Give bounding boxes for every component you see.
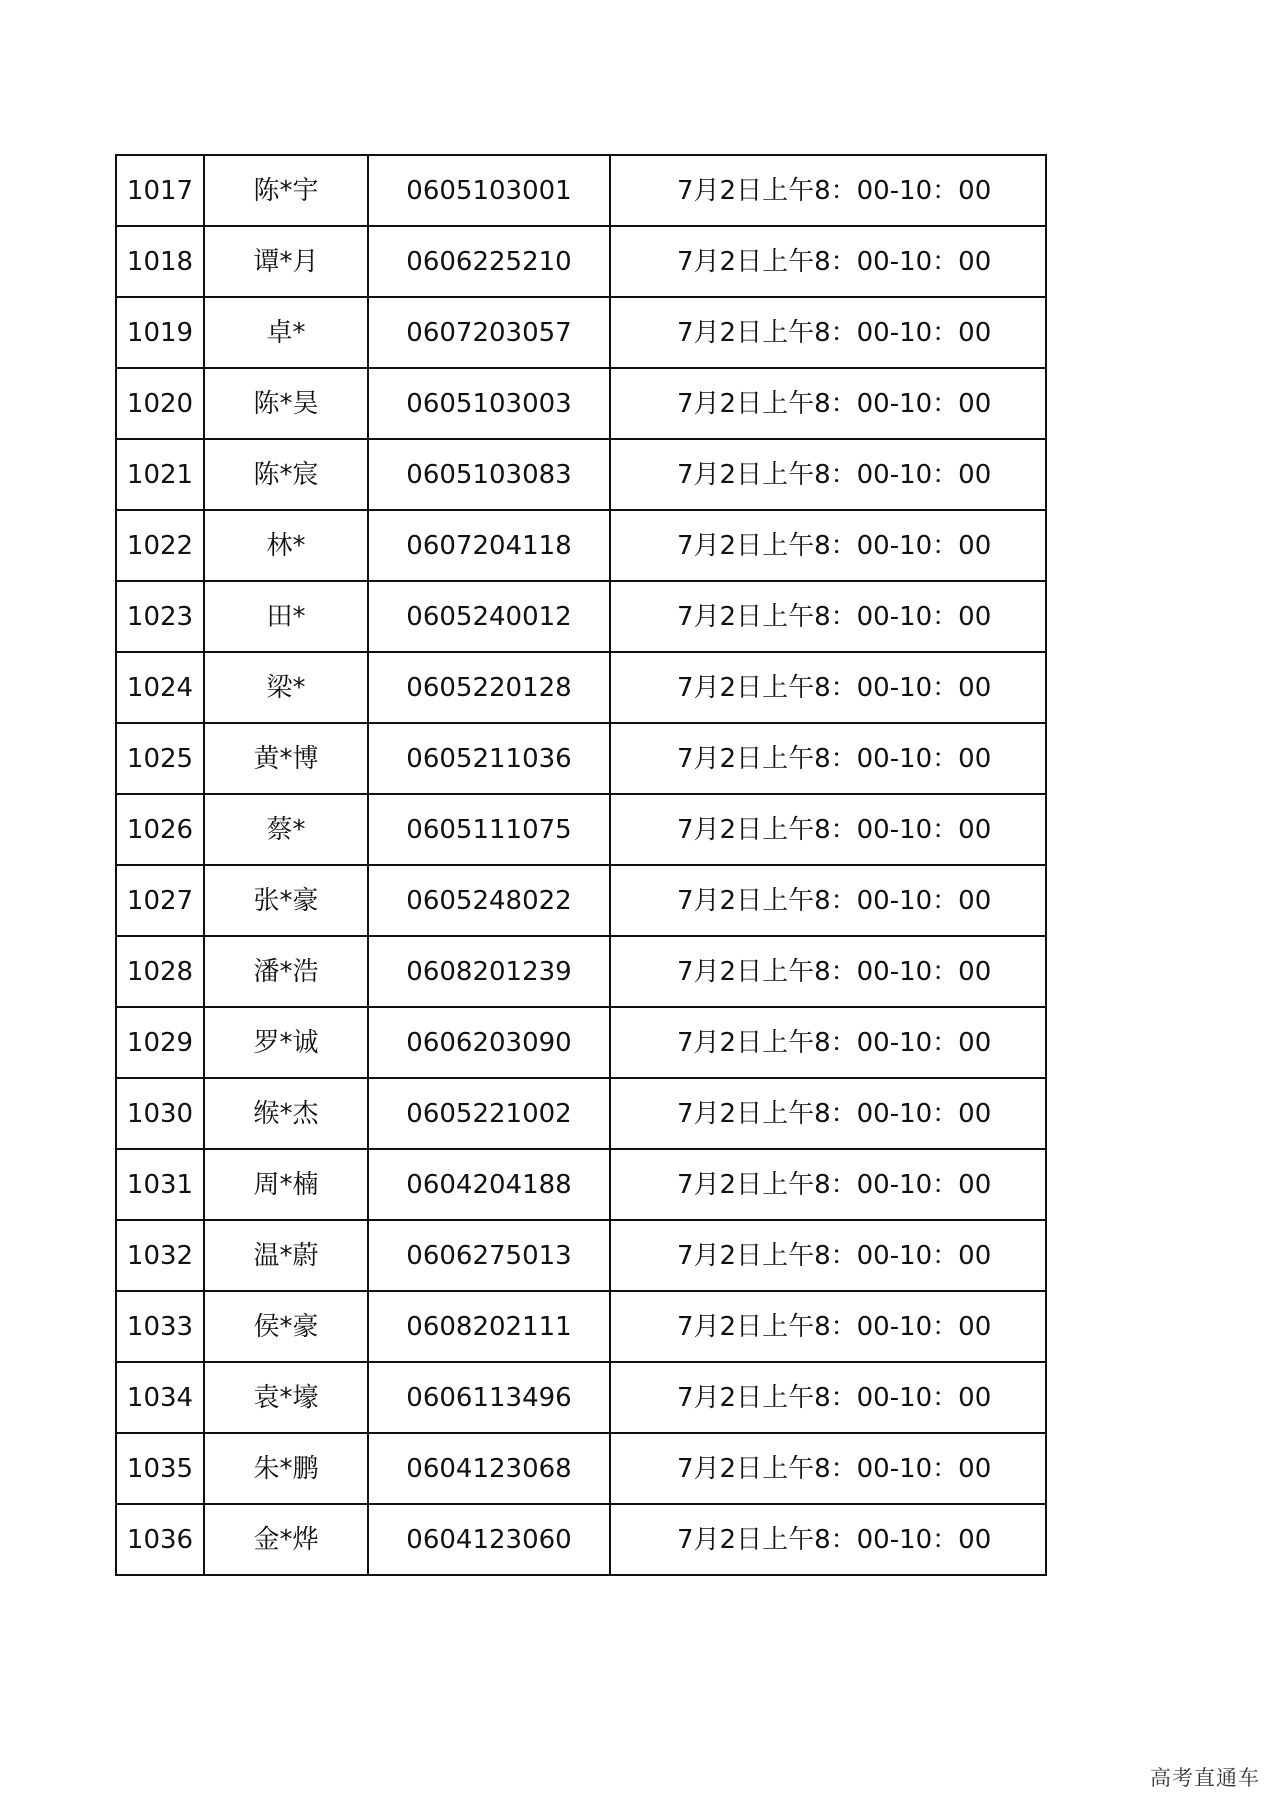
exam-time-cell: 7月2日上午8：00-10：00	[610, 581, 1046, 652]
row-number-cell: 1022	[116, 510, 204, 581]
candidate-id-cell: 0605221002	[368, 1078, 610, 1149]
row-number-cell: 1028	[116, 936, 204, 1007]
exam-time-cell: 7月2日上午8：00-10：00	[610, 1078, 1046, 1149]
table-row	[116, 581, 1046, 652]
candidate-id-cell: 0604123060	[368, 1504, 610, 1575]
table-row	[116, 155, 1046, 226]
exam-time-cell: 7月2日上午8：00-10：00	[610, 1433, 1046, 1504]
table-row	[116, 368, 1046, 439]
name-cell: 陈*昊	[204, 368, 368, 439]
name-cell: 谭*月	[204, 226, 368, 297]
row-number-cell: 1035	[116, 1433, 204, 1504]
row-number-cell: 1020	[116, 368, 204, 439]
row-number-cell: 1023	[116, 581, 204, 652]
exam-time-cell: 7月2日上午8：00-10：00	[610, 368, 1046, 439]
name-cell: 潘*浩	[204, 936, 368, 1007]
name-cell: 金*烨	[204, 1504, 368, 1575]
candidate-id-cell: 0605111075	[368, 794, 610, 865]
name-cell: 罗*诚	[204, 1007, 368, 1078]
table-row	[116, 1078, 1046, 1149]
name-cell: 侯*豪	[204, 1291, 368, 1362]
row-number-cell: 1021	[116, 439, 204, 510]
exam-schedule-table	[115, 154, 1047, 1576]
candidate-id-cell: 0605240012	[368, 581, 610, 652]
table-row	[116, 1007, 1046, 1078]
name-cell: 朱*鹏	[204, 1433, 368, 1504]
table-row	[116, 226, 1046, 297]
row-number-cell: 1025	[116, 723, 204, 794]
row-number-cell: 1017	[116, 155, 204, 226]
name-cell: 缑*杰	[204, 1078, 368, 1149]
candidate-id-cell: 0605211036	[368, 723, 610, 794]
name-cell: 田*	[204, 581, 368, 652]
table-row	[116, 510, 1046, 581]
name-cell: 蔡*	[204, 794, 368, 865]
table-row	[116, 865, 1046, 936]
table-row	[116, 936, 1046, 1007]
name-cell: 卓*	[204, 297, 368, 368]
exam-time-cell: 7月2日上午8：00-10：00	[610, 1291, 1046, 1362]
exam-time-cell: 7月2日上午8：00-10：00	[610, 226, 1046, 297]
table-row	[116, 652, 1046, 723]
row-number-cell: 1019	[116, 297, 204, 368]
exam-time-cell: 7月2日上午8：00-10：00	[610, 510, 1046, 581]
exam-time-cell: 7月2日上午8：00-10：00	[610, 652, 1046, 723]
table-row	[116, 1362, 1046, 1433]
candidate-id-cell: 0604204188	[368, 1149, 610, 1220]
table-row	[116, 1291, 1046, 1362]
candidate-id-cell: 0606225210	[368, 226, 610, 297]
table-body	[116, 155, 1046, 1575]
exam-time-cell: 7月2日上午8：00-10：00	[610, 865, 1046, 936]
table-row	[116, 794, 1046, 865]
exam-time-cell: 7月2日上午8：00-10：00	[610, 1362, 1046, 1433]
candidate-id-cell: 0604123068	[368, 1433, 610, 1504]
row-number-cell: 1027	[116, 865, 204, 936]
candidate-id-cell: 0608201239	[368, 936, 610, 1007]
name-cell: 陈*宸	[204, 439, 368, 510]
row-number-cell: 1029	[116, 1007, 204, 1078]
candidate-id-cell: 0605248022	[368, 865, 610, 936]
name-cell: 温*蔚	[204, 1220, 368, 1291]
exam-time-cell: 7月2日上午8：00-10：00	[610, 723, 1046, 794]
exam-time-cell: 7月2日上午8：00-10：00	[610, 794, 1046, 865]
table-row	[116, 723, 1046, 794]
exam-time-cell: 7月2日上午8：00-10：00	[610, 1007, 1046, 1078]
candidate-id-cell: 0606113496	[368, 1362, 610, 1433]
row-number-cell: 1033	[116, 1291, 204, 1362]
exam-time-cell: 7月2日上午8：00-10：00	[610, 1220, 1046, 1291]
row-number-cell: 1036	[116, 1504, 204, 1575]
candidate-id-cell: 0607204118	[368, 510, 610, 581]
table-row	[116, 1504, 1046, 1575]
name-cell: 梁*	[204, 652, 368, 723]
table-row	[116, 1433, 1046, 1504]
exam-time-cell: 7月2日上午8：00-10：00	[610, 439, 1046, 510]
candidate-id-cell: 0608202111	[368, 1291, 610, 1362]
name-cell: 袁*壕	[204, 1362, 368, 1433]
candidate-id-cell: 0606203090	[368, 1007, 610, 1078]
row-number-cell: 1026	[116, 794, 204, 865]
table-row	[116, 297, 1046, 368]
table-row	[116, 1220, 1046, 1291]
row-number-cell: 1031	[116, 1149, 204, 1220]
name-cell: 陈*宇	[204, 155, 368, 226]
candidate-id-cell: 0605103003	[368, 368, 610, 439]
candidate-id-cell: 0605220128	[368, 652, 610, 723]
row-number-cell: 1034	[116, 1362, 204, 1433]
exam-time-cell: 7月2日上午8：00-10：00	[610, 297, 1046, 368]
candidate-id-cell: 0607203057	[368, 297, 610, 368]
watermark-text: 高考直通车	[1150, 1766, 1260, 1790]
table-row	[116, 439, 1046, 510]
exam-time-cell: 7月2日上午8：00-10：00	[610, 155, 1046, 226]
row-number-cell: 1032	[116, 1220, 204, 1291]
exam-time-cell: 7月2日上午8：00-10：00	[610, 1149, 1046, 1220]
candidate-id-cell: 0606275013	[368, 1220, 610, 1291]
row-number-cell: 1018	[116, 226, 204, 297]
name-cell: 张*豪	[204, 865, 368, 936]
name-cell: 黄*博	[204, 723, 368, 794]
candidate-id-cell: 0605103001	[368, 155, 610, 226]
row-number-cell: 1030	[116, 1078, 204, 1149]
table-row	[116, 1149, 1046, 1220]
name-cell: 周*楠	[204, 1149, 368, 1220]
exam-time-cell: 7月2日上午8：00-10：00	[610, 936, 1046, 1007]
name-cell: 林*	[204, 510, 368, 581]
exam-time-cell: 7月2日上午8：00-10：00	[610, 1504, 1046, 1575]
candidate-id-cell: 0605103083	[368, 439, 610, 510]
row-number-cell: 1024	[116, 652, 204, 723]
